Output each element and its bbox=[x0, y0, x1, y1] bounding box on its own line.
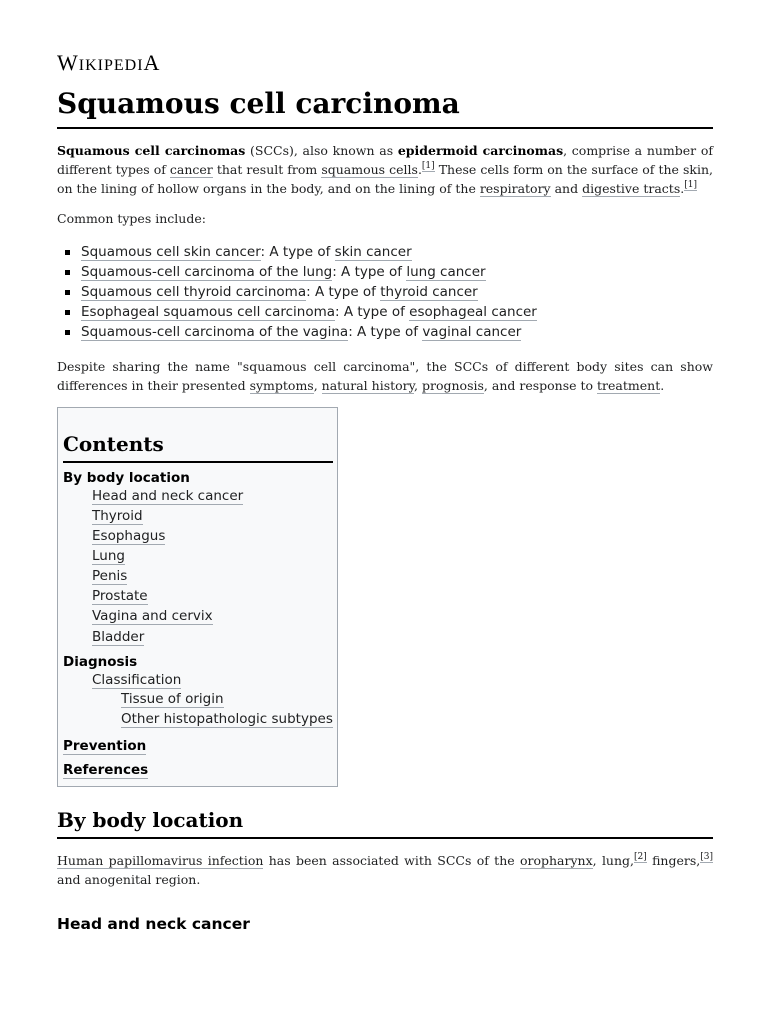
bullet-icon bbox=[65, 330, 70, 335]
text: , bbox=[313, 378, 322, 393]
toc-item[interactable] bbox=[92, 547, 125, 565]
citation-link[interactable]: [1] bbox=[421, 161, 435, 171]
citation-link[interactable]: [3] bbox=[700, 852, 713, 862]
citation bbox=[422, 161, 435, 172]
toc-item[interactable] bbox=[92, 587, 148, 605]
toc-item-label: Head and neck cancer bbox=[92, 488, 244, 504]
toc-item[interactable] bbox=[92, 507, 143, 525]
types-list bbox=[57, 242, 717, 342]
common-types-heading: Common types include: bbox=[57, 211, 206, 226]
toc-item-label: References bbox=[63, 762, 149, 778]
toc-item-label: Classification bbox=[92, 672, 182, 688]
text: : A type of bbox=[335, 304, 410, 320]
wikipedia-wordmark[interactable] bbox=[57, 50, 160, 76]
list-item bbox=[57, 322, 717, 342]
type-link[interactable]: lung cancer bbox=[406, 264, 486, 280]
bullet-icon bbox=[65, 250, 70, 255]
toc-item-label: Lung bbox=[92, 548, 125, 564]
toc-item[interactable] bbox=[63, 737, 146, 755]
toc-item-label: Diagnosis bbox=[63, 654, 138, 670]
text: and bbox=[550, 181, 583, 196]
citation-link[interactable]: [2] bbox=[634, 852, 647, 862]
wordmark-letter: W bbox=[57, 50, 79, 75]
intro-paragraph bbox=[57, 141, 713, 198]
toc-item[interactable] bbox=[92, 607, 213, 625]
text: fingers, bbox=[646, 853, 701, 868]
text: (SCCs), also known as bbox=[245, 143, 398, 158]
type-link[interactable]: Esophageal squamous cell carcinoma bbox=[81, 304, 336, 320]
list-item bbox=[57, 302, 717, 322]
text: : A type of bbox=[260, 244, 335, 260]
text: and anogenital region. bbox=[57, 872, 201, 887]
toc-item[interactable] bbox=[121, 690, 224, 708]
toc-item[interactable] bbox=[63, 761, 148, 779]
hpv-paragraph bbox=[57, 851, 713, 889]
text: that result from bbox=[212, 162, 322, 177]
citation bbox=[634, 852, 647, 863]
toc-item[interactable] bbox=[92, 671, 181, 689]
toc-item-label: Other histopathologic subtypes bbox=[121, 711, 333, 727]
text: . bbox=[417, 162, 422, 177]
toc-item-label: Esophagus bbox=[92, 528, 166, 544]
link-oropharynx[interactable]: oropharynx bbox=[519, 853, 593, 868]
text: , bbox=[414, 378, 422, 393]
toc-item[interactable] bbox=[63, 469, 190, 487]
bullet-icon bbox=[65, 270, 70, 275]
type-link[interactable]: Squamous-cell carcinoma of the lung bbox=[81, 264, 333, 280]
bullet-icon bbox=[65, 310, 70, 315]
subsection-heading-head-neck: Head and neck cancer bbox=[57, 915, 250, 933]
link-respiratory[interactable]: respiratory bbox=[479, 181, 551, 196]
text: . bbox=[680, 181, 685, 196]
section-heading-body-location: By body location bbox=[57, 806, 713, 839]
toc-item-label: Prostate bbox=[92, 588, 148, 604]
text: Despite sharing the name "squamous cell carcinoma", the SCCs of different body sites can show differences in their presented bbox=[57, 359, 713, 393]
type-link[interactable]: vaginal cancer bbox=[422, 324, 522, 340]
bullet-icon bbox=[65, 290, 70, 295]
type-link[interactable]: Squamous-cell carcinoma of the vagina bbox=[81, 324, 349, 340]
toc-item-label: Tissue of origin bbox=[121, 691, 224, 707]
link-squamous-cells[interactable]: squamous cells bbox=[321, 162, 418, 177]
toc-item-label: Prevention bbox=[63, 738, 147, 754]
list-item bbox=[57, 242, 717, 262]
text: These cells form on the surface of the skin, on the lining of hollow organs in the body, and on the lining of the bbox=[57, 162, 713, 196]
text: , comprise a number of different types of bbox=[57, 143, 714, 177]
page-title: Squamous cell carcinoma bbox=[57, 86, 713, 129]
citation bbox=[700, 852, 713, 863]
toc-item[interactable] bbox=[63, 653, 137, 671]
toc-item[interactable] bbox=[92, 628, 144, 646]
toc-item[interactable] bbox=[92, 527, 165, 545]
list-item bbox=[57, 282, 717, 302]
bold-term: Squamous cell carcinomas bbox=[57, 143, 246, 158]
type-link[interactable]: skin cancer bbox=[334, 244, 412, 260]
toc-item-label: By body location bbox=[63, 470, 190, 486]
link-symptoms[interactable]: symptoms bbox=[249, 378, 314, 393]
bold-term: epidermoid carcinomas bbox=[397, 143, 564, 158]
toc-item-label: Penis bbox=[92, 568, 128, 584]
text: . bbox=[660, 378, 665, 393]
link-natural-history[interactable]: natural history bbox=[321, 378, 415, 393]
type-link[interactable]: thyroid cancer bbox=[380, 284, 478, 300]
type-link[interactable]: Squamous cell skin cancer bbox=[81, 244, 261, 260]
toc-item-label: Thyroid bbox=[92, 508, 143, 524]
toc-item[interactable] bbox=[121, 710, 333, 728]
type-link[interactable]: esophageal cancer bbox=[409, 304, 537, 320]
list-item bbox=[57, 262, 717, 282]
toc-item[interactable] bbox=[92, 487, 243, 505]
despite-paragraph bbox=[57, 357, 713, 395]
toc-item-label: Bladder bbox=[92, 629, 145, 645]
text: has been associated with SCCs of the bbox=[263, 853, 520, 868]
link-treatment[interactable]: treatment bbox=[597, 378, 661, 393]
table-of-contents bbox=[57, 407, 338, 787]
citation-link[interactable]: [1] bbox=[684, 180, 697, 190]
text: : A type of bbox=[306, 284, 381, 300]
citation bbox=[684, 180, 697, 191]
link-prognosis[interactable]: prognosis bbox=[422, 378, 484, 393]
toc-item[interactable] bbox=[92, 567, 127, 585]
toc-title: Contents bbox=[63, 430, 333, 463]
link-digestive-tracts[interactable]: digestive tracts bbox=[582, 181, 681, 196]
link-cancer[interactable]: cancer bbox=[169, 162, 213, 177]
text: : A type of bbox=[348, 324, 423, 340]
link-hpv-infection[interactable]: Human papillomavirus infection bbox=[57, 853, 264, 868]
text: : A type of bbox=[332, 264, 407, 280]
wordmark-letters: IKIPEDI bbox=[78, 57, 144, 74]
toc-item-label: Vagina and cervix bbox=[92, 608, 213, 624]
type-link[interactable]: Squamous cell thyroid carcinoma bbox=[81, 284, 307, 300]
text: , and response to bbox=[483, 378, 598, 393]
text: , lung, bbox=[592, 853, 635, 868]
wordmark-letter: A bbox=[143, 50, 161, 75]
